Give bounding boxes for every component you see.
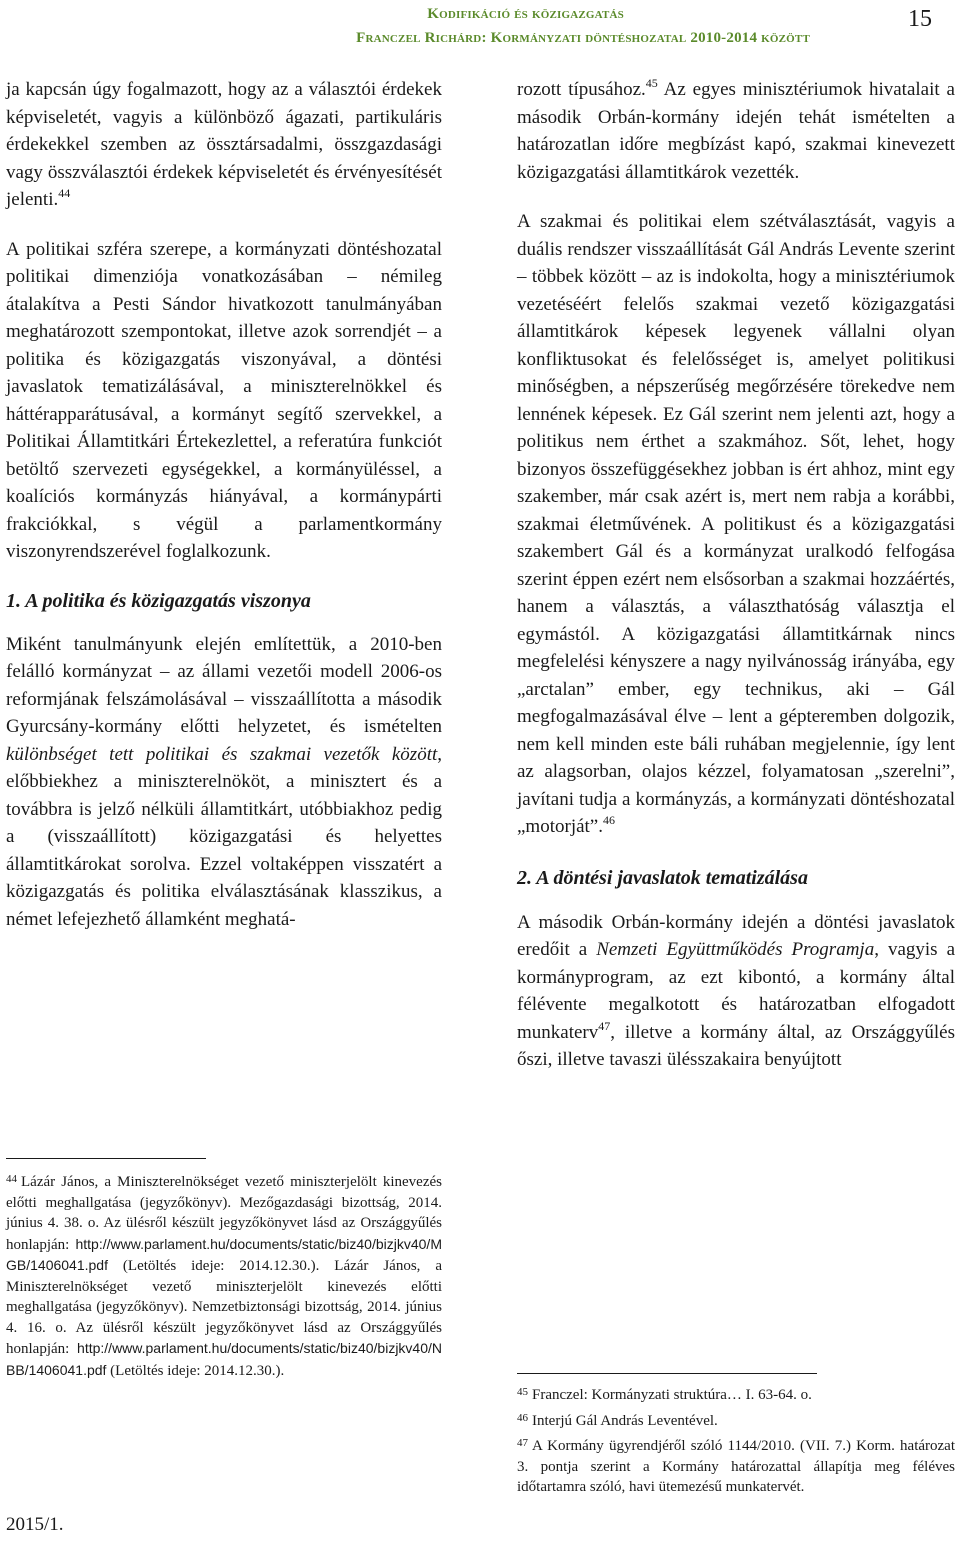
footnote-47: $^{47}$ A Kormány ügyrendjéről szóló 1144/2010. (VII. 7.) Korm. határozat 3. pontja szerint a Kormány határozattal állapítja meg féléves időtartamra szóló, havi ütemezésű munkatervét.	[517, 1437, 955, 1495]
left-column	[6, 76, 442, 933]
article-title: Franczel Richárd: Kormányzati döntéshozatal 2010-2014 között	[356, 30, 810, 46]
footnotes-right	[517, 1373, 955, 1500]
issue-number: 2015/1.	[6, 1514, 64, 1535]
footnote-46: $^{46}$ Interjú Gál András Leventével.	[517, 1411, 718, 1429]
paragraph: rozott típusához.$^{45}$ Az egyes minisztériumok hivatalait a második Orbán-kormány idején tehát ismételten a határozatlan időre megbízást kapó, szakmai kinevezett közigazgatási államtitkárok vezették.	[517, 76, 955, 183]
paragraph: A szakmai és politikai elem szétválasztását, vagyis a duális rendszer visszaállítását Gál András Levente szerint – többek között – az is indokolta, hogy a minisztériumok vezetéséért felelős szakmai vezető közigazgatási államtitkárok képesek legyenek vállalni olyan konfliktusokat és felelősséget is, amelyet politikusi minőségben, a népszerűség megőrzésére törekedve nem lennének képesek. Ez Gál szerint nem jelenti azt, hogy a politikus nem érthet a szakmához. Sőt, lehet, hogy bizonyos összefüggésekhez jobban is ért ahhoz, mint egy szakember, már csak azért is, mert nem rabja a korábbi, szakmai életművének. A politikust és a közigazgatási szakembert Gál és a kormányzat uralkodó felfogása szerint éppen ezért nem elsősorban a szakmai hozzáértés, hanem a választás, a választhatóság választja el egymástól. A közigazgatási államtitkárnak nincs megfelelési kényszere a nagy nyilvánosság irányába, egy „arctalan” ember, egy technikus, aki – Gál megfogalmazásával élve – lent a gépteremben dolgozik, nem kell minden este báli ruhában megjelennie, így lent az alagsorban, olajos kézzel, folyamatosan „szerelni”, javítani tudja a kormányzás, a kormányzati döntéshozatal „motorját”.$^{46}$	[517, 211, 955, 837]
link-url[interactable]: http://www.parlament.hu/documents/static/biz40/bizjkv40/MGB/1406041.pdf	[6, 1235, 442, 1273]
footnote-ref-46[interactable]: 46	[603, 813, 615, 827]
paragraph: A politikai szféra szerepe, a kormányzati döntéshozatal politikai dimenziója vonatkozásában – némileg átalakítva a Pesti Sándor hivatkozott tanulmányában meghatározott szempontokat, illetve azok sorrendjét – a politika és közigazgatás viszonyával, a döntési javaslatok tematizálásával, a miniszterelnökkel és háttérapparátusával, a kormányt segítő szervekkel, a Politikai Államtitkári Értekezlettel, a referatúra funkciót betöltő szervezeti egységekkel, a kormányüléssel, a koalíciós kormányzás hiányával, a kormánypárti frakciókkal, s végül a parlamentkormány viszonyrendszerével foglalkozunk.	[6, 238, 442, 562]
page-number: 15	[908, 6, 932, 32]
journal-title: Kodifikáció és közigazgatás	[427, 6, 624, 22]
emphasis-text: különbséget tett politikai és szakmai vezetők között	[6, 743, 438, 765]
footnote-ref-47[interactable]: 47	[598, 1018, 611, 1033]
running-header	[0, 0, 960, 60]
section-heading-2: 2. A döntési javaslatok tematizálása	[517, 866, 808, 889]
footnote-44: $^{44}$ Lázár János, a Miniszterelnökséget vezető miniszterjelölt kinevezés előtti meghallgatása (jegyzőkönyv). Mezőgazdasági bizottság, 2014. június 4. 38. o. Az ülésről készült jegyzőkönyvet lásd az Országgyűlés honlapján: http://www.parlament.hu/documents/static/biz40/bizjkv40/MGB/1406041.pdf (Letöltés ideje: 2014.12.30.). Lázár János, a Miniszterelnökséget vezető miniszterjelölt kinevezés előtti meghallgatása (jegyzőkönyv). Nemzetbiztonsági bizottság, 2014. június 4. 16. o. Az ülésről készült jegyzőkönyvet lásd az Országgyűlés honlapján: http://www.parlament.hu/documents/static/biz40/bizjkv40/NBB/1406041.pdf (Letöltés ideje: 2014.12.30.).	[6, 1173, 442, 1379]
right-column	[517, 76, 955, 1096]
emphasis-text: Nemzeti Együttműködés Programja	[596, 939, 875, 960]
paragraph: A második Orbán-kormány idején a döntési javaslatok eredőit a Nemzeti Együttműködés Programja, vagyis a kormányprogram, az ezt kibontó, a kormány által félévente megalkotott és határozatban elfogadott munkaterv$^{47}$, illetve a kormány által, az Országgyűlés őszi, illetve tavaszi ülésszakaira benyújtott	[517, 911, 956, 1070]
paragraph: ja kapcsán úgy fogalmazott, hogy az a választói érdekek képviseletét, vagyis a különböző ágazati, partikuláris érdekekkel szemben az össztársadalmi, összgazdasági vagy összválasztói érdekek képviseletét és érvényesítését jelenti.$^{44}$	[6, 79, 442, 210]
footnote-ref-44[interactable]: 44	[58, 186, 71, 200]
footnote-separator	[517, 1373, 817, 1374]
footnotes-left	[6, 1158, 442, 1383]
footnote-45: $^{45}$ Franczel: Kormányzati struktúra… I. 63-64. o.	[517, 1386, 812, 1403]
footnote-ref-45[interactable]: 45	[645, 76, 658, 90]
paragraph: Miként tanulmányunk elején említettük, a 2010-ben felálló kormányzat – az állami vezetői modell 2006-os reformjának felszámolásával – visszaállította a második Gyurcsány-kormány előtti helyzetet, és ismételten különbséget tett politikai és szakmai vezetők között, előbbiekhez a miniszterelnököt, a minisztert és a továbbra is jelző nélküli államtitkárt, utóbbiakhoz pedig a (visszaállított) közigazgatási és helyettes államtitkárokat sorolva. Ezzel voltaképpen visszatért a közigazgatás és politika elválasztásának klasszikus, a német lefejezhető államként meghatá-	[6, 633, 442, 930]
section-heading-1: 1. A politika és közigazgatás viszonya	[6, 589, 311, 612]
link-url[interactable]: http://www.parlament.hu/documents/static/biz40/bizjkv40/NBB/1406041.pdf	[6, 1340, 442, 1378]
footnote-separator	[6, 1158, 206, 1159]
